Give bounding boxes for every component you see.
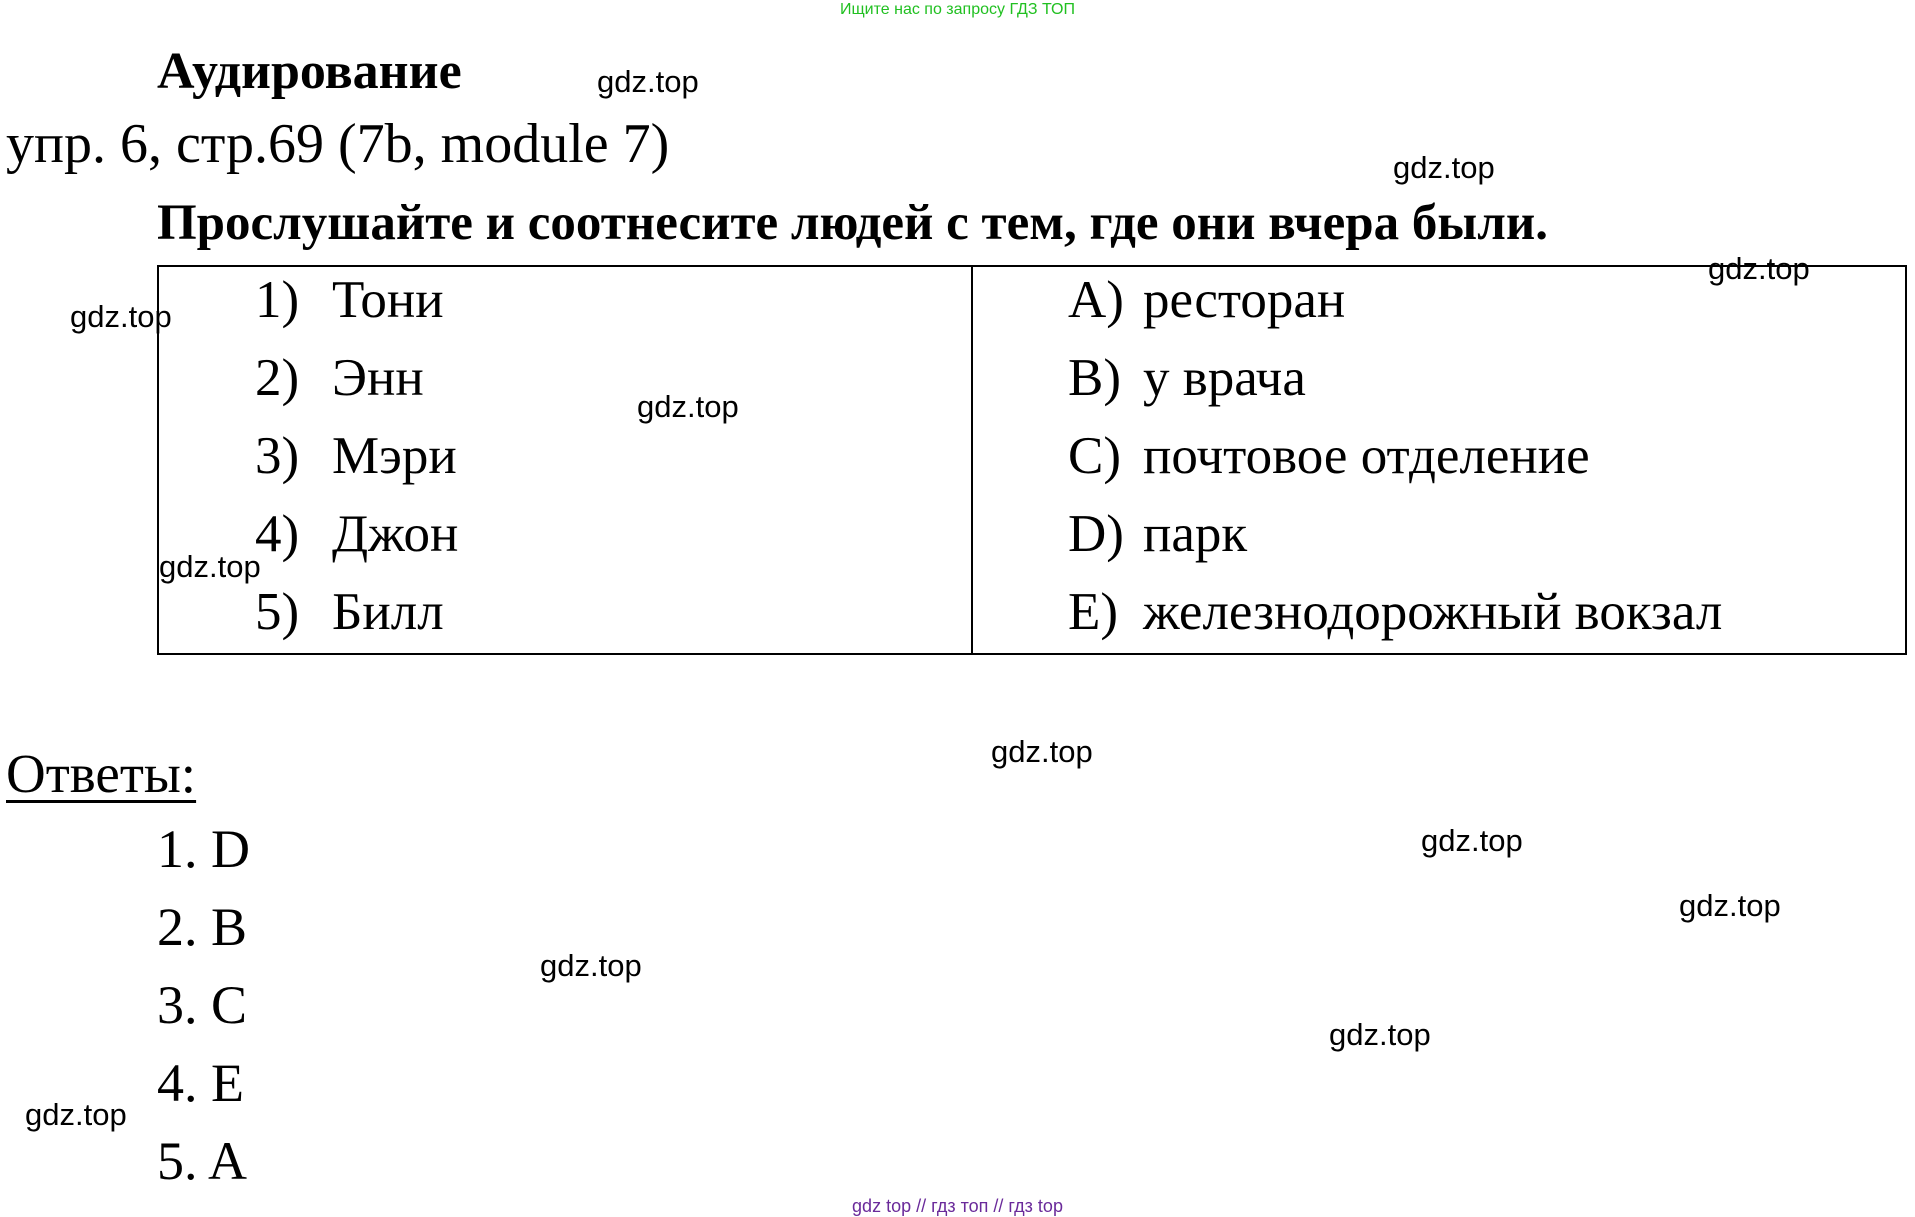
watermark: gdz.top — [70, 299, 172, 334]
watermark: gdz.top — [637, 389, 739, 424]
watermark: gdz.top — [25, 1097, 127, 1132]
person-number: 2) — [255, 349, 300, 407]
watermark: gdz.top — [1393, 150, 1495, 185]
answers-title: Ответы: — [6, 743, 197, 804]
table-divider — [971, 265, 973, 655]
place-name: ресторан — [1143, 271, 1346, 329]
place-name: железнодорожный вокзал — [1143, 583, 1723, 641]
person-number: 3) — [255, 427, 300, 485]
place-letter: C) — [1068, 427, 1121, 485]
answer-item: 5. A — [157, 1131, 248, 1191]
footer-links[interactable]: gdz top // гдз топ // гдз top — [852, 1196, 1063, 1216]
watermark: gdz.top — [540, 948, 642, 983]
watermark: gdz.top — [1708, 251, 1810, 286]
watermark: gdz.top — [159, 549, 261, 584]
person-name: Билл — [332, 583, 444, 641]
answer-item: 1. D — [157, 819, 250, 879]
person-number: 1) — [255, 271, 300, 329]
answer-item: 2. B — [157, 897, 248, 957]
watermark: gdz.top — [1329, 1017, 1431, 1052]
watermark: gdz.top — [1421, 823, 1523, 858]
place-name: парк — [1143, 505, 1248, 563]
person-name: Тони — [332, 271, 444, 329]
watermark: gdz.top — [1679, 888, 1781, 923]
answer-item: 4. E — [157, 1053, 244, 1113]
person-name: Энн — [332, 349, 424, 407]
place-letter: A) — [1068, 271, 1124, 329]
place-letter: E) — [1068, 583, 1119, 641]
page-heading: Аудирование — [157, 43, 462, 100]
person-number: 5) — [255, 583, 300, 641]
place-name: у врача — [1143, 349, 1306, 407]
task-instruction: Прослушайте и соотнесите людей с тем, где они вчера были. — [157, 195, 1548, 251]
place-letter: B) — [1068, 349, 1121, 407]
watermark: gdz.top — [991, 734, 1093, 769]
exercise-reference: упр. 6, стр.69 (7b, module 7) — [6, 113, 670, 175]
person-number: 4) — [255, 505, 300, 563]
watermark: gdz.top — [597, 64, 699, 99]
person-name: Джон — [332, 505, 459, 563]
place-letter: D) — [1068, 505, 1124, 563]
answer-item: 3. C — [157, 975, 248, 1035]
person-name: Мэри — [332, 427, 457, 485]
place-name: почтовое отделение — [1143, 427, 1590, 485]
top-banner[interactable]: Ищите нас по запросу ГДЗ ТОП — [840, 1, 1075, 18]
